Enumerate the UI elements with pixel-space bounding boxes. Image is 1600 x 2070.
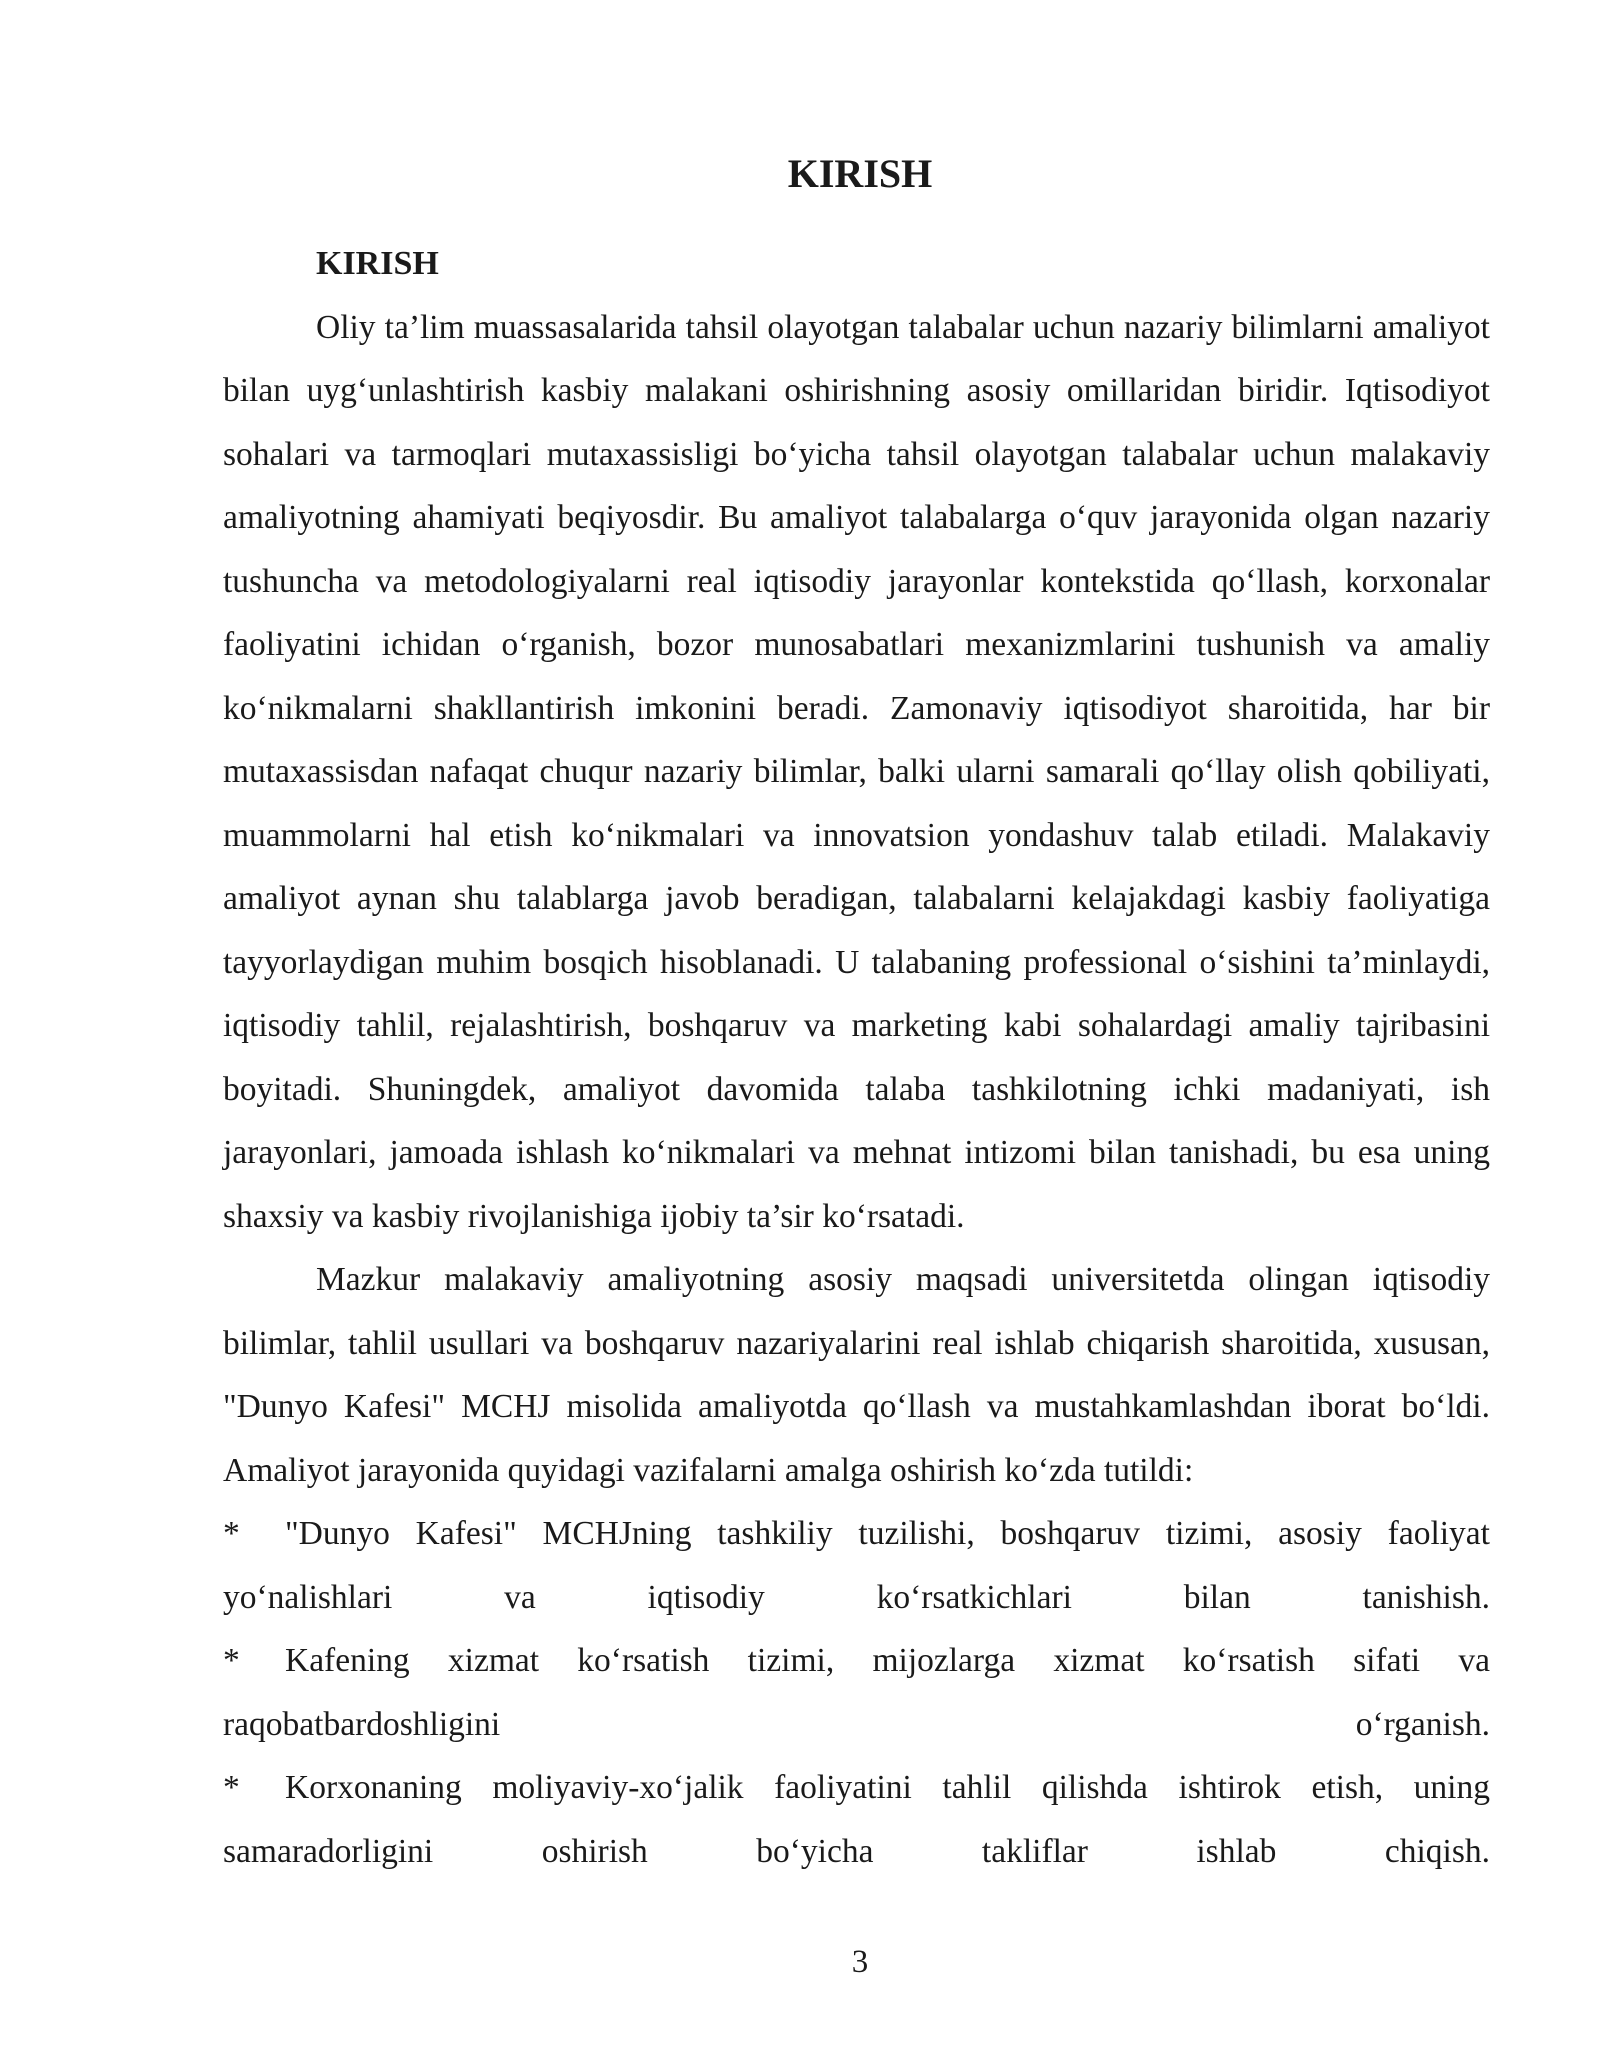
list-item <box>223 1629 1490 1756</box>
page-title <box>0 150 1600 198</box>
list-bullet: * <box>223 1769 240 1806</box>
list-item <box>223 1502 1490 1629</box>
page-title-text: KIRISH <box>787 151 933 196</box>
intro-paragraph-1: Oliy ta’lim muassasalarida tahsil olayotgan talabalar uchun nazariy bilimlarni amaliyot bilan uyg‘unlashtirish kasbiy malakani oshirishning asosiy omillaridan biridir. Iqtisodiyot sohalari va tarmoqlari mutaxassisligi bo‘yicha tahsil olayotgan talabalar uchun malakaviy amaliyotning ahamiyati beqiyosdir. Bu amaliyot talabalarga o‘quv jarayonida olgan nazariy tushuncha va metodologiyalarni real iqtisodiy jarayonlar kontekstida qo‘llash, korxonalar faoliyatini ichidan o‘rganish, bozor munosabatlari mexanizmlarini tushunish va amaliy ko‘nikmalarni shakllantirish imkonini beradi. Zamonaviy iqtisodiyot sharoitida, har bir mutaxassisdan nafaqat chuqur nazariy bilimlar, balki ularni samarali qo‘llay olish qobiliyati, muammolarni hal etish ko‘nikmalari va innovatsion yondashuv talab etiladi. Malakaviy amaliyot aynan shu talablarga javob beradigan, talabalarni kelajakdagi kasbiy faoliyatiga tayyorlaydigan muhim bosqich hisoblanadi. U talabaning professional o‘sishini ta’minlaydi, iqtisodiy tahlil, rejalashtirish, boshqaruv va marketing kabi sohalardagi amaliy tajribasini boyitadi. Shuningdek, amaliyot davomida talaba tashkilotning ichki madaniyati, ish jarayonlari, jamoada ishlash ko‘nikmalari va mehnat intizomi bilan tanishadi, bu esa uning shaxsiy va kasbiy rivojlanishiga ijobiy ta’sir ko‘rsatadi. <box>223 308 1490 1235</box>
list-item-text: Korxonaning moliyaviy-xo‘jalik faoliyatini tahlil qilishda ishtirok etish, uning samaradorligini oshirish bo‘yicha takliflar ishlab chiqish. <box>223 1769 1490 1870</box>
intro-paragraph-2: Mazkur malakaviy amaliyotning asosiy maqsadi universitetda olingan iqtisodiy bilimlar, tahlil usullari va boshqaruv nazariyalarini real ishlab chiqarish sharoitida, xususan, "Dunyo Kafesi" MCHJ misolida amaliyotda qo‘llash va mustahkamlashdan iborat bo‘ldi. Amaliyot jarayonida quyidagi vazifalarni amalga oshirish ko‘zda tutildi: <box>223 1261 1490 1489</box>
list-bullet: * <box>223 1515 240 1552</box>
list-item-text: Kafening xizmat ko‘rsatish tizimi, mijozlarga xizmat ko‘rsatish sifati va raqobatbardoshligini o‘rganish. <box>223 1642 1490 1743</box>
page-number: 3 <box>851 1944 869 1980</box>
document-body <box>223 232 1490 1883</box>
list-item <box>223 1756 1490 1883</box>
list-bullet: * <box>223 1642 240 1679</box>
section-subheading: KIRISH <box>316 245 439 282</box>
list-item-text: "Dunyo Kafesi" MCHJning tashkiliy tuzilishi, boshqaruv tizimi, asosiy faoliyat yo‘nalishlari va iqtisodiy ko‘rsatkichlari bilan tanishish. <box>223 1515 1490 1616</box>
